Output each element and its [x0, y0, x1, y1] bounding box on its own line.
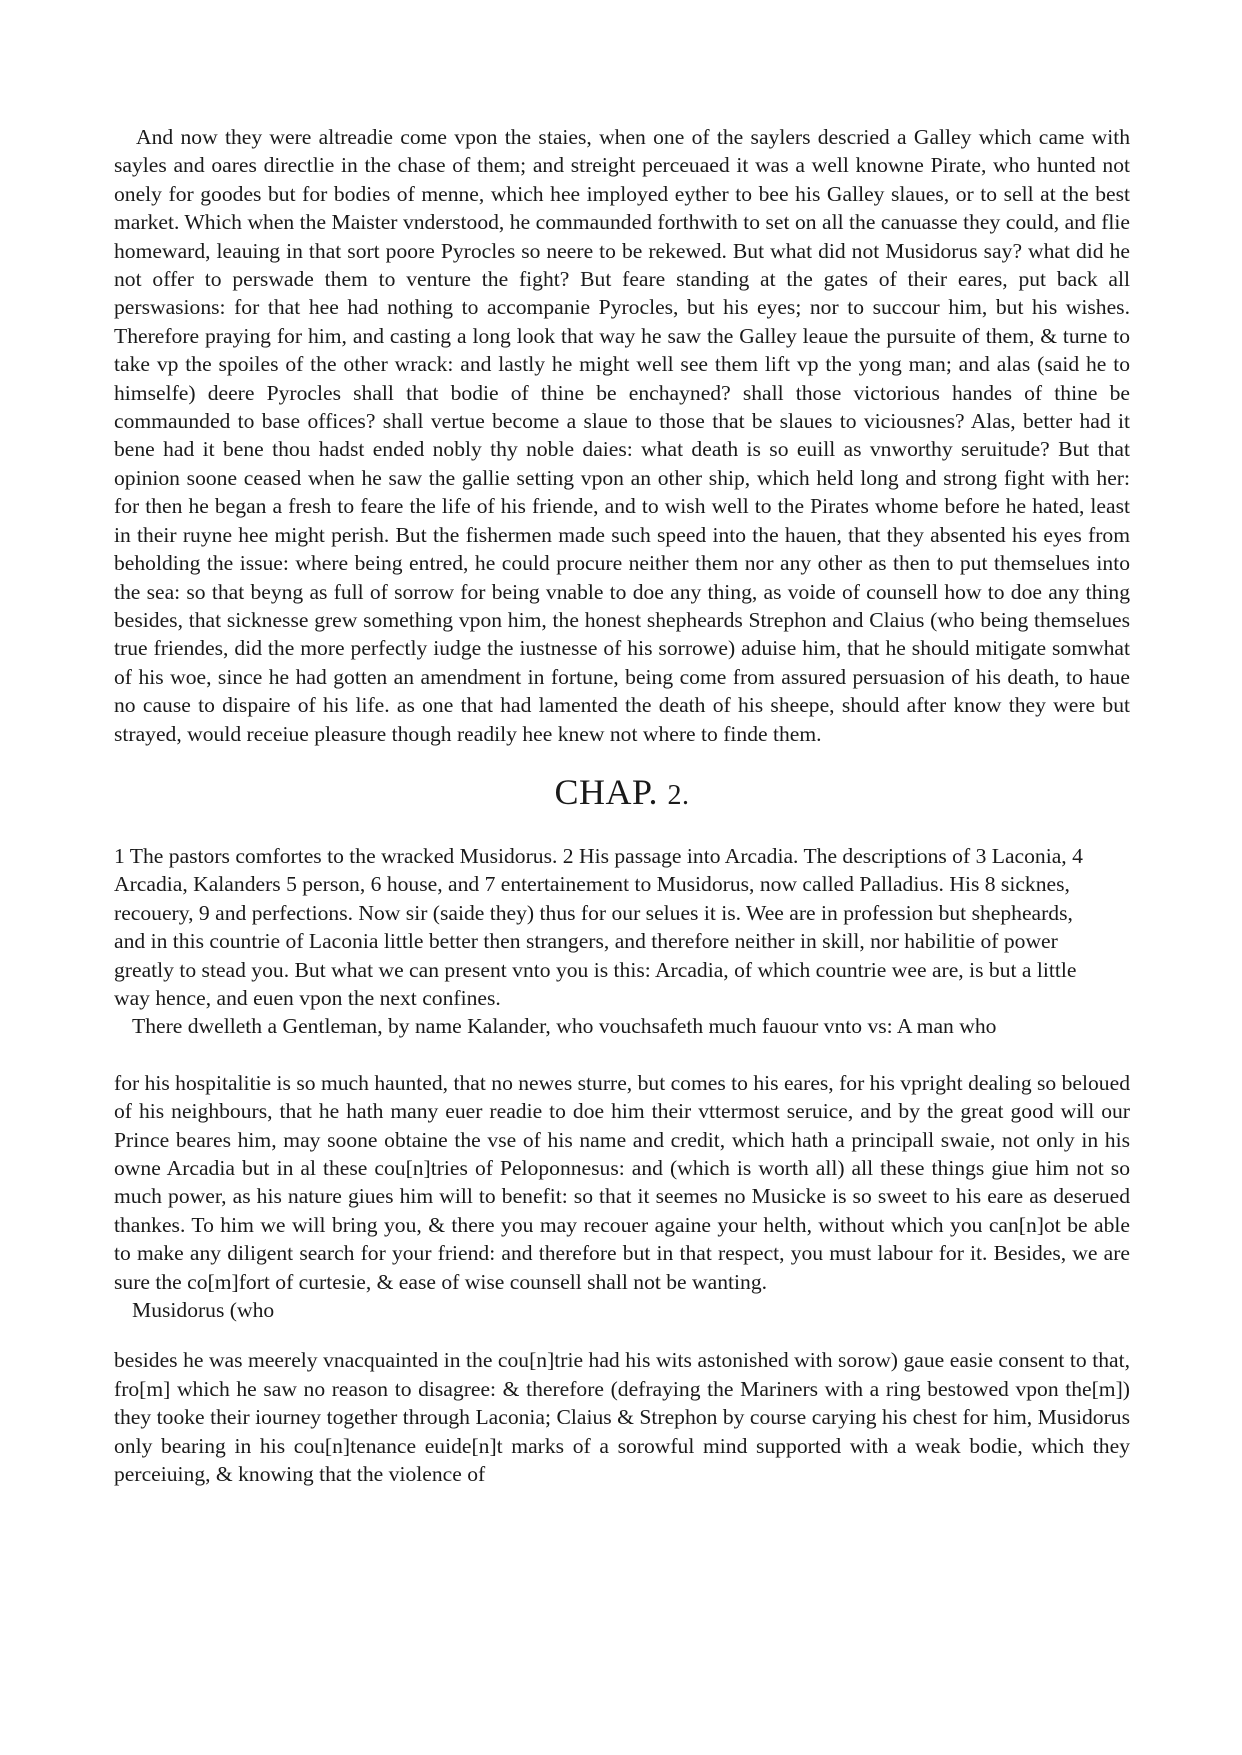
kalander-paragraph: There dwelleth a Gentleman, by name Kalander, who vouchsafeth much fauour vnto vs: A man who — [132, 1014, 997, 1039]
musidorus-paragraph-start: Musidorus (who — [132, 1298, 275, 1323]
chapter-heading — [114, 770, 1130, 818]
document-page — [114, 123, 1130, 1488]
chapter-argument: 1 The pastors comfortes to the wracked Musidorus. 2 His passage into Arcadia. The descriptions of 3 Laconia, 4 Arcadia, Kalanders 5 person, 6 house, and 7 entertainement to Musidorus, now called Palladius. His 8 sicknes, recouery, 9 and perfections. Now sir (saide they) thus for our selues it is. Wee are in profession but shepheards, and in this countrie of Laconia little better then strangers, and therefore neither in skill, nor habilitie of power greatly to stead you. But what we can present vnto you is this: Arcadia, of which countrie wee are, is but a little way hence, and euen vpon the next confines. — [114, 843, 1083, 1010]
page-break-spacer — [114, 1324, 1130, 1346]
hospitality-paragraph: for his hospitalitie is so much haunted, that no newes sturre, but comes to his eares, for his vpright dealing so beloued of his neighbours, that he hath many euer readie to doe him their vttermost seruice, and by the great good will our Prince beares him, may soone obtaine the vse of his name and credit, which hath a principall swaie, not only in his owne Arcadia but in al these cou[n]tries of Peloponnesus: and (which is worth all) all these things giue him not so much power, as his nature giues him will to benefit: so that it seemes no Musicke is so sweet to his eare as deserued thankes. To him we will bring you, & there you may recouer againe your helth, without which you can[n]ot be able to make any diligent search for your friend: and therefore but in that respect, you must labour for it. Besides, we are sure the co[m]fort of curtesie, & ease of wise counsell shall not be wanting. — [114, 1070, 1130, 1294]
chapter-word: CHAP. — [554, 771, 659, 812]
page-break-spacer — [114, 1041, 1130, 1069]
chapter-number: 2. — [667, 779, 690, 811]
journey-paragraph: besides he was meerely vnacquainted in the cou[n]trie had his wits astonished with sorow) gaue easie consent to that, fro[m] which he saw no reason to disagree: & therefore (defraying the Mariners with a ring bestowed vpon the[m]) they tooke their iourney together through Laconia; Claius & Strephon by course carying his chest for him, Musidorus only bearing in his cou[n]tenance euide[n]t marks of a sorowful mind supported with a weak bodie, which they perceiuing, & knowing that the violence of — [114, 1348, 1130, 1487]
opening-paragraph: And now they were altreadie come vpon the staies, when one of the saylers descried a Galley which came with sayles and oares directlie in the chase of them; and streight perceuaed it was a well knowne Pirate, who hunted not onely for goodes but for bodies of menne, which hee imployed eyther to bee his Galley slaues, or to sell at the best market. Which when the Maister vnderstood, he commaunded forthwith to set on all the canuasse they could, and flie homeward, leauing in that sort poore Pyrocles so neere to be rekewed. But what did not Musidorus say? what did he not offer to perswade them to venture the fight? But feare standing at the gates of their eares, put back all perswasions: for that hee had nothing to accompanie Pyrocles, but his eyes; nor to succour him, but his wishes. Therefore praying for him, and casting a long look that way he saw the Galley leaue the pursuite of them, & turne to take vp the spoiles of the other wrack: and lastly he might well see them lift vp the yong man; and alas (said he to himselfe) deere Pyrocles shall that bodie of thine be enchayned? shall those victorious handes of thine be commaunded to base offices? shall vertue become a slaue to those that be slaues to viciousnes? Alas, better had it bene had it bene thou hadst ended nobly thy noble daies: what death is so euill as vnworthy seruitude? But that opinion soone ceased when he saw the gallie setting vpon an other ship, which held long and strong fight with her: for then he began a fresh to feare the life of his friende, and to wish well to the Pirates whome before he hated, least in their ruyne hee might perish. But the fishermen made such speed into the hauen, that they absented his eyes from beholding the issue: where being entred, he could procure neither them nor any other as then to put themselues into the sea: so that beyng as full of sorrow for being vnable to doe any thing, as voide of counsell how to doe any thing besides, that sicknesse grew something vpon him, the honest shepheards Strephon and Claius (who being themselues true friendes, did the more perfectly iudge the iustnesse of his sorrowe) aduise him, that he should mitigate somwhat of his woe, since he had gotten an amendment in fortune, being come from assured persuasion of his death, to haue no cause to dispaire of his life. as one that had lamented the death of his sheepe, should after know they were but strayed, would receiue pleasure though readily hee knew not where to finde them. — [114, 125, 1130, 746]
